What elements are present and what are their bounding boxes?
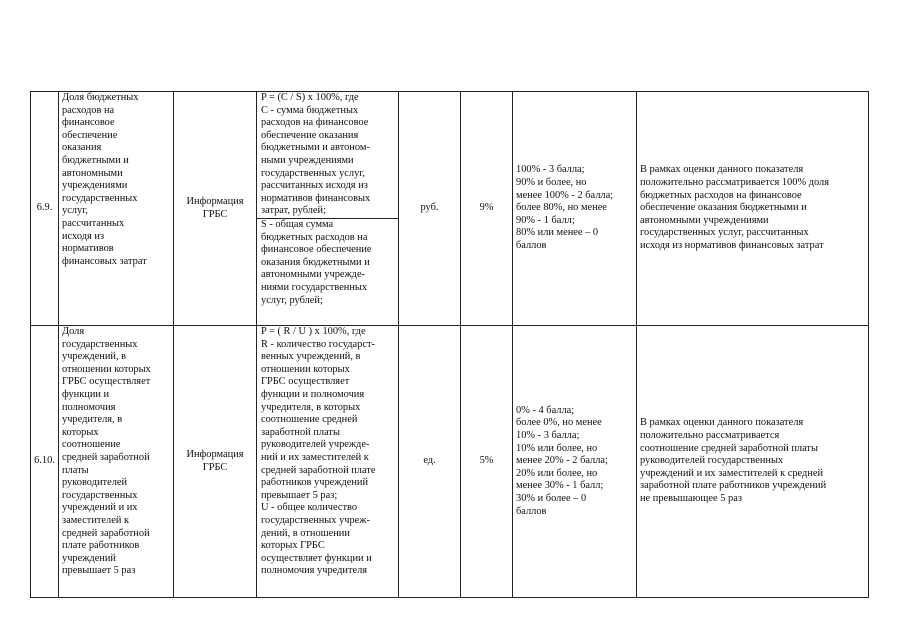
text-line: ГРБС [202,208,228,220]
indicator-table [30,91,869,598]
data-source [174,92,257,326]
text-line: средней заработной [62,527,150,539]
table-row [31,92,869,326]
text-line: менее 30% - 1 балл; [516,480,604,492]
text-line: руководителей [62,477,128,489]
unit: ед. [399,326,461,598]
text-line: которых ГРБС [261,540,325,552]
text-line: полномочия учредителя [261,565,368,577]
text-line: финансовых затрат [62,255,147,267]
text-line: превышает 5 раз [62,565,136,577]
text-line: R - количество государст- [261,338,375,350]
text-line: соотношение средней заработной платы [640,442,818,454]
text-line: венных учреждений, в [261,351,361,363]
text-line: 90% - 1 балл; [516,214,575,226]
text-line: государственных услуг, [261,167,365,179]
text-line: бюджетными и автоном- [261,142,370,154]
text-line: нормативов финансовых [261,192,371,204]
text-line: которых [62,426,99,438]
text-line: обеспечение [62,129,118,141]
data-source [174,326,257,598]
text-line: бюджетными и [62,154,129,166]
text-line: финансовое обеспечение [261,244,372,256]
text-line: автономными [62,167,123,179]
text-line: обеспечение оказания [261,129,359,141]
text-line: отношении которых [261,363,350,375]
weight: 5% [461,326,513,598]
weight: 9% [461,92,513,326]
text-line: Доля бюджетных [62,92,139,103]
source-text [177,196,253,221]
text-line: обеспечение оказания бюджетными и [640,202,807,214]
formula-main [257,92,398,219]
text-line: государственных услуг, рассчитанных [640,227,809,239]
text-line: услуг, рублей; [261,294,323,306]
text-line: осуществляет функции и [261,552,372,564]
text-line: учреждений и их заместителей к средней [640,467,824,479]
text-line: P = ( R / U ) х 100%, где [261,326,366,337]
comment [637,326,869,598]
text-line: 20% или более, но [516,467,598,479]
text-line: рассчитанных [62,217,125,229]
formula-extra [257,219,398,307]
text-line: функции и полномочия [261,388,365,400]
text-line: P = (C / S) х 100%, где [261,92,359,103]
text-line: учредителя, в которых [261,401,361,413]
text-line: оказания [62,142,102,154]
text-line: дений, в отношении [261,527,350,539]
text-line: учредителя, в [62,414,123,426]
scoring-text [516,405,633,518]
text-line: ными учреждениями [261,154,354,166]
text-line: учреждений, в [62,351,127,363]
text-line: исходя из нормативов финансовых затрат [640,239,824,251]
text-line: платы [62,464,89,476]
text-line: баллов [516,505,547,517]
text-line: В рамках оценки данного показателя [640,164,804,176]
text-line: рассчитанных исходя из [261,180,368,192]
text-line: ГРБС [202,461,228,473]
text-line: автономными учрежде- [261,269,366,281]
text-line: средней заработной [62,451,150,463]
text-line: 0% - 4 балла; [516,404,575,416]
text-line: более 0%, но менее [516,417,602,429]
text-line: расходов на финансовое [261,117,369,129]
text-line: отношении которых [62,363,151,375]
comment-text [640,417,865,505]
text-line: превышает 5 раз; [261,489,338,501]
formula-cell [257,326,399,598]
text-line: ГРБС осуществляет [62,376,151,388]
text-line: U - общее количество [261,502,358,514]
text-line: затрат, рублей; [261,205,326,217]
row-number: 6.9. [31,92,59,326]
text-line: соотношение [62,439,121,451]
text-line: 80% или менее – 0 [516,227,599,239]
text-line: не превышающее 5 раз [640,492,742,504]
text-line: руководителей государственных [640,455,784,467]
text-line: 10% - 3 балла; [516,430,580,442]
text-line: Доля [62,326,85,337]
text-line: бюджетных расходов на финансовое [640,189,802,201]
text-line: заработной плате работников учреждений [640,480,827,492]
text-line: ний и их заместителей к [261,451,369,463]
row-number: 6.10. [31,326,59,598]
text-line: положительно рассматривается 100% доля [640,177,830,189]
formula-cell [257,92,399,326]
text-line: полномочия [62,401,116,413]
text-line: функции и [62,388,110,400]
text-line: автономными учреждениями [640,214,769,226]
formula-main [257,326,398,578]
text-line: Информация [186,195,244,207]
text-line: 30% и более – 0 [516,492,587,504]
source-text [177,449,253,474]
indicator-name [59,92,174,326]
text-line: учреждений [62,552,116,564]
text-line: 100% - 3 балла; [516,164,585,176]
text-line: 10% или более, но [516,442,598,454]
text-line: государственных [62,489,138,501]
text-line: бюджетных расходов на [261,231,368,243]
text-line: оказания бюджетными и [261,256,370,268]
comment-text [640,164,865,252]
text-line: расходов на [62,104,115,116]
text-line: государственных [62,338,138,350]
text-line: средней заработной плате [261,464,376,476]
text-line: нормативов [62,243,114,255]
text-line: Информация [186,448,244,460]
text-line: ГРБС осуществляет [261,376,350,388]
text-line: S - общая сумма [261,218,334,230]
unit: руб. [399,92,461,326]
text-line: руководителей учрежде- [261,439,370,451]
text-line: 90% и более, но [516,177,587,189]
text-line: работников учреждений [261,477,369,489]
indicator-name [59,326,174,598]
text-line: баллов [516,239,547,251]
scoring-text [516,164,633,252]
text-line: финансовое [62,117,115,129]
indicator-text [62,326,170,578]
text-line: исходя из [62,230,105,242]
text-line: учреждений и их [62,502,138,514]
text-line: заместителей к [62,514,130,526]
text-line: заработной платы [261,426,340,438]
text-line: плате работников [62,540,140,552]
scoring-criteria [513,326,637,598]
text-line: В рамках оценки данного показателя [640,417,804,429]
comment [637,92,869,326]
text-line: государственных [62,192,138,204]
text-line: государственных учреж- [261,514,370,526]
text-line: соотношение средней [261,414,358,426]
text-line: менее 100% - 2 балла; [516,189,614,201]
text-line: услуг, [62,205,88,217]
text-line: менее 20% - 2 балла; [516,455,608,467]
text-line: С - сумма бюджетных [261,104,359,116]
indicator-text [62,92,170,268]
text-line: положительно рассматривается [640,430,780,442]
table-row [31,326,869,598]
text-line: учреждениями [62,180,128,192]
text-line: более 80%, но менее [516,202,607,214]
text-line: ниями государственных [261,281,368,293]
scoring-criteria [513,92,637,326]
